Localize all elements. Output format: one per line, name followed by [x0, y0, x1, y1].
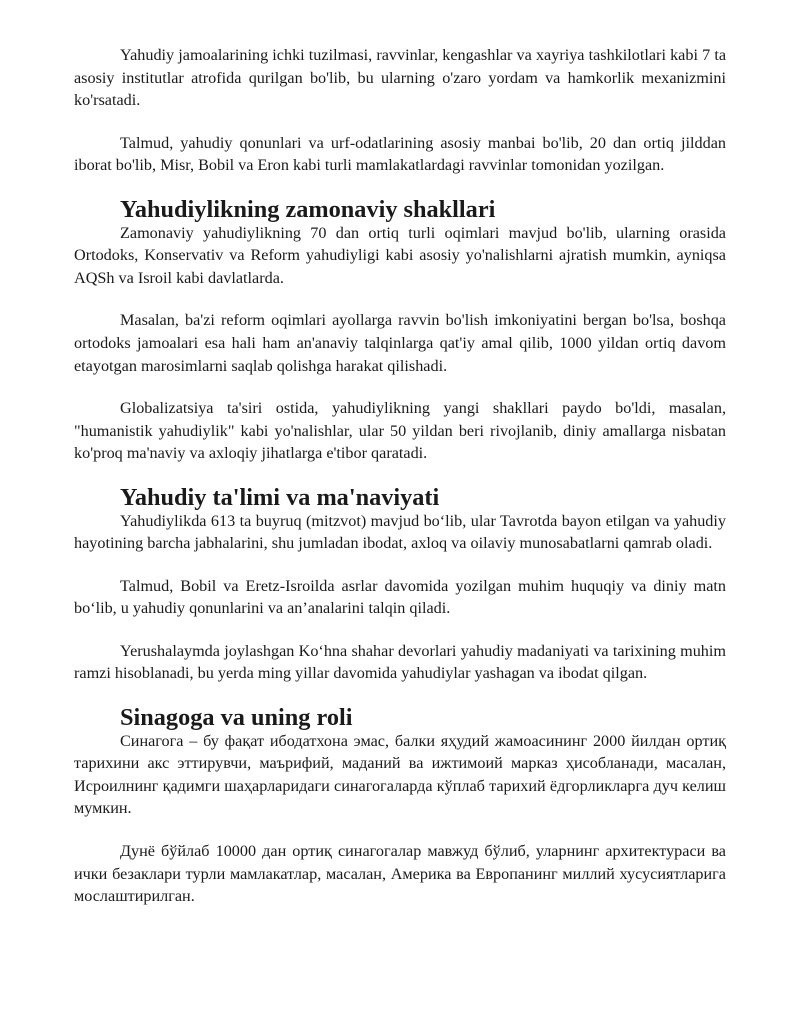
- heading-synagogue: Sinagoga va uning roli: [120, 704, 353, 732]
- paragraph-mitzvot: Yahudiylikda 613 ta buyruq (mitzvot) mavjud bo‘lib, ular Tavrotda bayon etilgan va yahudiy hayotining barcha jabhalarini, shu jumladan ibodat, axloq va oilaviy munosabatlarni qamrab oladi.: [74, 511, 726, 553]
- paragraph-talmud-text: Talmud, Bobil va Eretz-Isroilda asrlar davomida yozilgan muhim huquqiy va diniy matn bo‘lib, u yahudiy qonunlarini va an’analarini talqin qiladi.: [74, 576, 726, 618]
- paragraph-jerusalem-walls: Yerushalaymda joylashgan Ko‘hna shahar devorlari yahudiy madaniyati va tarixining muhim ramzi hisoblanadi, bu yerda ming yillar davomida yahudiylar yashagan va ibodat qilgan.: [74, 641, 726, 683]
- heading-modern-forms: Yahudiylikning zamonaviy shakllari: [120, 195, 496, 223]
- paragraph-globalization: Globalizatsiya ta'siri ostida, yahudiylikning yangi shakllari paydo bo'ldi, masalan, "humanistik yahudiylik" kabi yo'nalishlar, ular 50 yildan beri rivojlanib, diniy amallarga nisbatan ko'proq ma'naviy va axloqiy jihatlarga e'tibor qaratadi.: [74, 399, 726, 463]
- document-page: [74, 44, 726, 928]
- paragraph-synagogue-count: Дунё бўйлаб 10000 дан ортиқ синагогалар мавжуд бўлиб, уларнинг архитектураси ва ички безаклари турли мамлакатлар, масалан, Америка ва Европанинг миллий хусусиятларига мослаштирилган.: [74, 842, 726, 906]
- paragraph-talmud-intro: Talmud, yahudiy qonunlari va urf-odatlarining asosiy manbai bo'lib, 20 dan ortiq jilddan iborat bo'lib, Misr, Bobil va Eron kabi turli mamlakatlardagi ravvinlar tomonidan yozilgan.: [74, 133, 726, 175]
- paragraph-synagogue-role: Синагога – бу фақат ибодатхона эмас, балки яҳудий жамоасининг 2000 йилдан ортиқ тарихини акс эттирувчи, маърифий, маданий ва ижтимоий марказ ҳисобланади, масалан, Исроилнинг қадимги шаҳарларидаги синагогаларда кўплаб тарихий ёдгорликларга дуч келиш мумкин.: [74, 731, 726, 818]
- paragraph-reform-orthodox: Masalan, ba'zi reform oqimlari ayollarga ravvin bo'lish imkoniyatini bergan bo'lsa, boshqa ortodoks jamoalari esa hali ham an'anaviy talqinlarga qat'iy amal qilib, 1000 yildan ortiq davom etayotgan marosimlarni saqlab qolishga harakat qilishadi.: [74, 311, 726, 375]
- paragraph-community-structure: Yahudiy jamoalarining ichki tuzilmasi, ravvinlar, kengashlar va xayriya tashkilotlari kabi 7 ta asosiy institutlar atrofida qurilgan bo'lib, bu ularning o'zaro yordam va hamkorlik mexanizmini ko'rsatadi.: [74, 46, 726, 110]
- paragraph-modern-streams: Zamonaviy yahudiylikning 70 dan ortiq turli oqimlari mavjud bo'lib, ularning orasida Ortodoks, Konservativ va Reform yahudiyligi kabi asosiy yo'nalishlarni ajratish mumkin, ayniqsa AQSh va Isroil kabi davlatlarda.: [74, 223, 726, 287]
- heading-education: Yahudiy ta'limi va ma'naviyati: [120, 483, 440, 511]
